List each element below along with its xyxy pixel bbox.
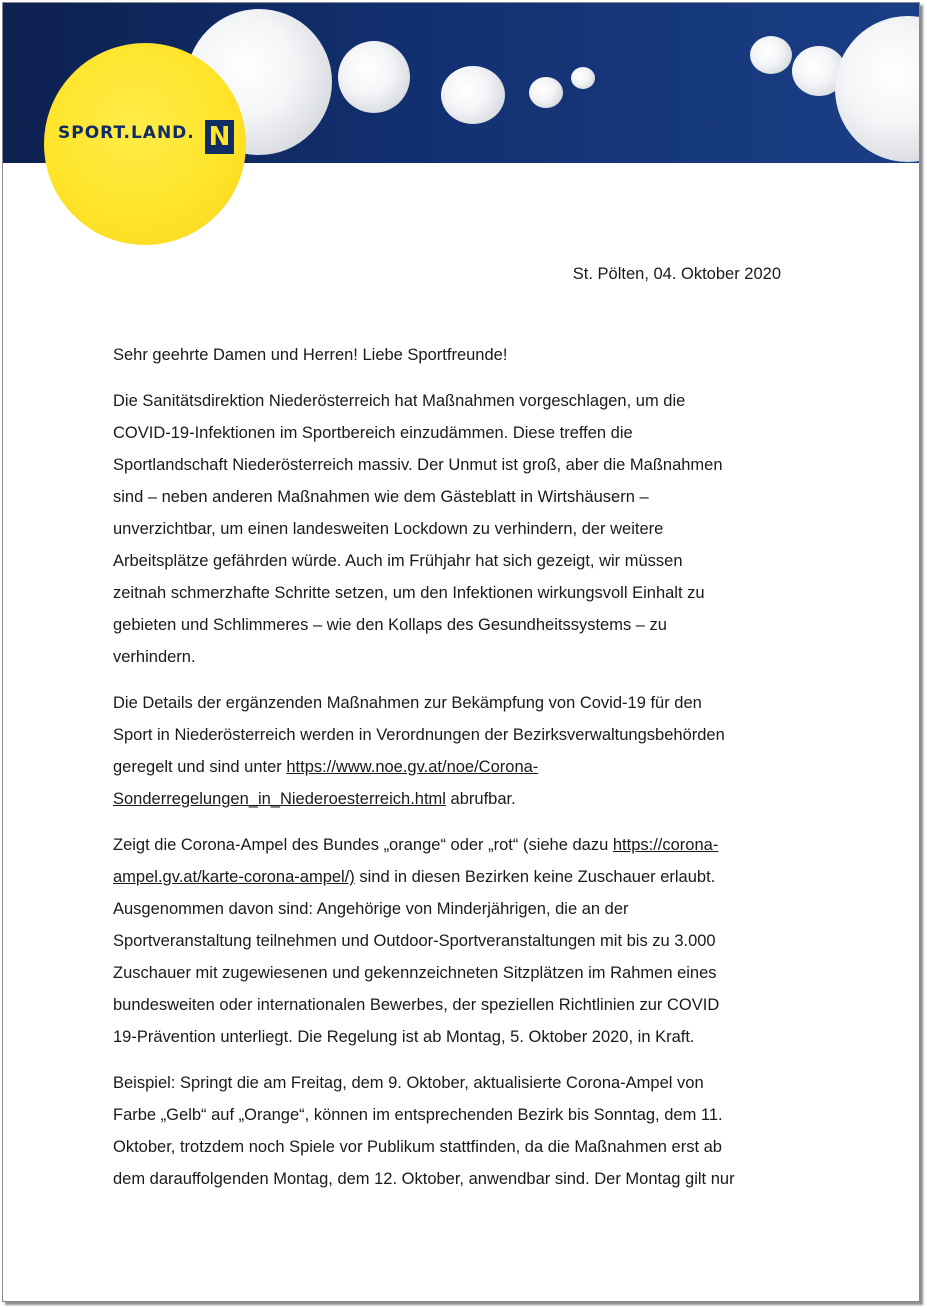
text-line: gebieten und Schlimmeres – wie den Kollaps des Gesundheitssystems – zu: [113, 616, 667, 634]
bubble-decoration: [338, 41, 410, 113]
logo-wordmark: SPORT.LAND.: [58, 123, 195, 143]
text-line: sind – neben anderen Maßnahmen wie dem Gästeblatt in Wirtshäusern –: [113, 488, 649, 506]
corona-ampel-link[interactable]: https://corona-: [612, 836, 719, 854]
text-line: Sport in Niederösterreich werden in Verordnungen der Bezirksverwaltungsbehörden: [113, 726, 725, 744]
bubble-decoration: [529, 77, 563, 108]
text-line: Zeigt die Corona-Ampel des Bundes „orange“ oder „rot“ (siehe dazu https://corona-: [113, 836, 719, 854]
letter-body: [113, 339, 833, 1209]
text-line: Sonderregelungen_in_Niederoesterreich.html abrufbar.: [113, 790, 516, 808]
text-line: Farbe „Gelb“ auf „Orange“, können im entsprechenden Bezirk bis Sonntag, dem 11.: [113, 1106, 723, 1124]
salutation: Sehr geehrte Damen und Herren! Liebe Sportfreunde!: [113, 346, 508, 364]
text-line: ampel.gv.at/karte-corona-ampel/) sind in diesen Bezirken keine Zuschauer erlaubt.: [113, 868, 716, 886]
logo-n-icon: N: [205, 120, 234, 154]
text-line: Die Details der ergänzenden Maßnahmen zur Bekämpfung von Covid-19 für den: [113, 694, 702, 712]
text-line: Beispiel: Springt die am Freitag, dem 9. Oktober, aktualisierte Corona-Ampel von: [113, 1074, 704, 1092]
text-line: Sportlandschaft Niederösterreich massiv. Der Unmut ist groß, aber die Maßnahmen: [113, 456, 723, 474]
paragraph-2: [113, 687, 833, 815]
noe-regulations-link[interactable]: https://www.noe.gv.at/noe/Corona-: [286, 758, 539, 776]
bubble-decoration: [750, 36, 792, 74]
bubble-decoration: [441, 66, 505, 124]
bubble-decoration: [835, 16, 920, 162]
bubble-decoration: [571, 67, 595, 89]
text-line: Oktober, trotzdem noch Spiele vor Publikum stattfinden, da die Maßnahmen erst ab: [113, 1138, 722, 1156]
paragraph-1: [113, 385, 833, 673]
text-line: Ausgenommen davon sind: Angehörige von Minderjährigen, die an der: [113, 900, 629, 918]
text-line: dem darauffolgenden Montag, dem 12. Oktober, anwendbar sind. Der Montag gilt nur: [113, 1170, 735, 1188]
text-line: 19-Prävention unterliegt. Die Regelung ist ab Montag, 5. Oktober 2020, in Kraft.: [113, 1028, 695, 1046]
text-line: COVID-19-Infektionen im Sportbereich einzudämmen. Diese treffen die: [113, 424, 633, 442]
text-line: geregelt und sind unter https://www.noe.gv.at/noe/Corona-: [113, 758, 539, 776]
text-line: verhindern.: [113, 648, 196, 666]
text-line: bundesweiten oder internationalen Bewerbes, der speziellen Richtlinien zur COVID: [113, 996, 720, 1014]
paragraph-4: [113, 1067, 833, 1195]
text-line: Die Sanitätsdirektion Niederösterreich hat Maßnahmen vorgeschlagen, um die: [113, 392, 686, 410]
letter-page: [2, 2, 920, 1302]
corona-ampel-link-cont[interactable]: ampel.gv.at/karte-corona-ampel/): [113, 868, 355, 886]
text-line: Arbeitsplätze gefährden würde. Auch im Frühjahr hat sich gezeigt, wir müssen: [113, 552, 683, 570]
letter-date: St. Pölten, 04. Oktober 2020: [572, 265, 781, 283]
paragraph-3: [113, 829, 833, 1053]
text-line: Sportveranstaltung teilnehmen und Outdoor-Sportveranstaltungen mit bis zu 3.000: [113, 932, 716, 950]
noe-regulations-link-cont[interactable]: Sonderregelungen_in_Niederoesterreich.html: [113, 790, 446, 808]
text-line: zeitnah schmerzhafte Schritte setzen, um den Infektionen wirkungsvoll Einhalt zu: [113, 584, 705, 602]
text-line: unverzichtbar, um einen landesweiten Lockdown zu verhindern, der weitere: [113, 520, 664, 538]
text-line: Zuschauer mit zugewiesenen und gekennzeichneten Sitzplätzen im Rahmen eines: [113, 964, 717, 982]
